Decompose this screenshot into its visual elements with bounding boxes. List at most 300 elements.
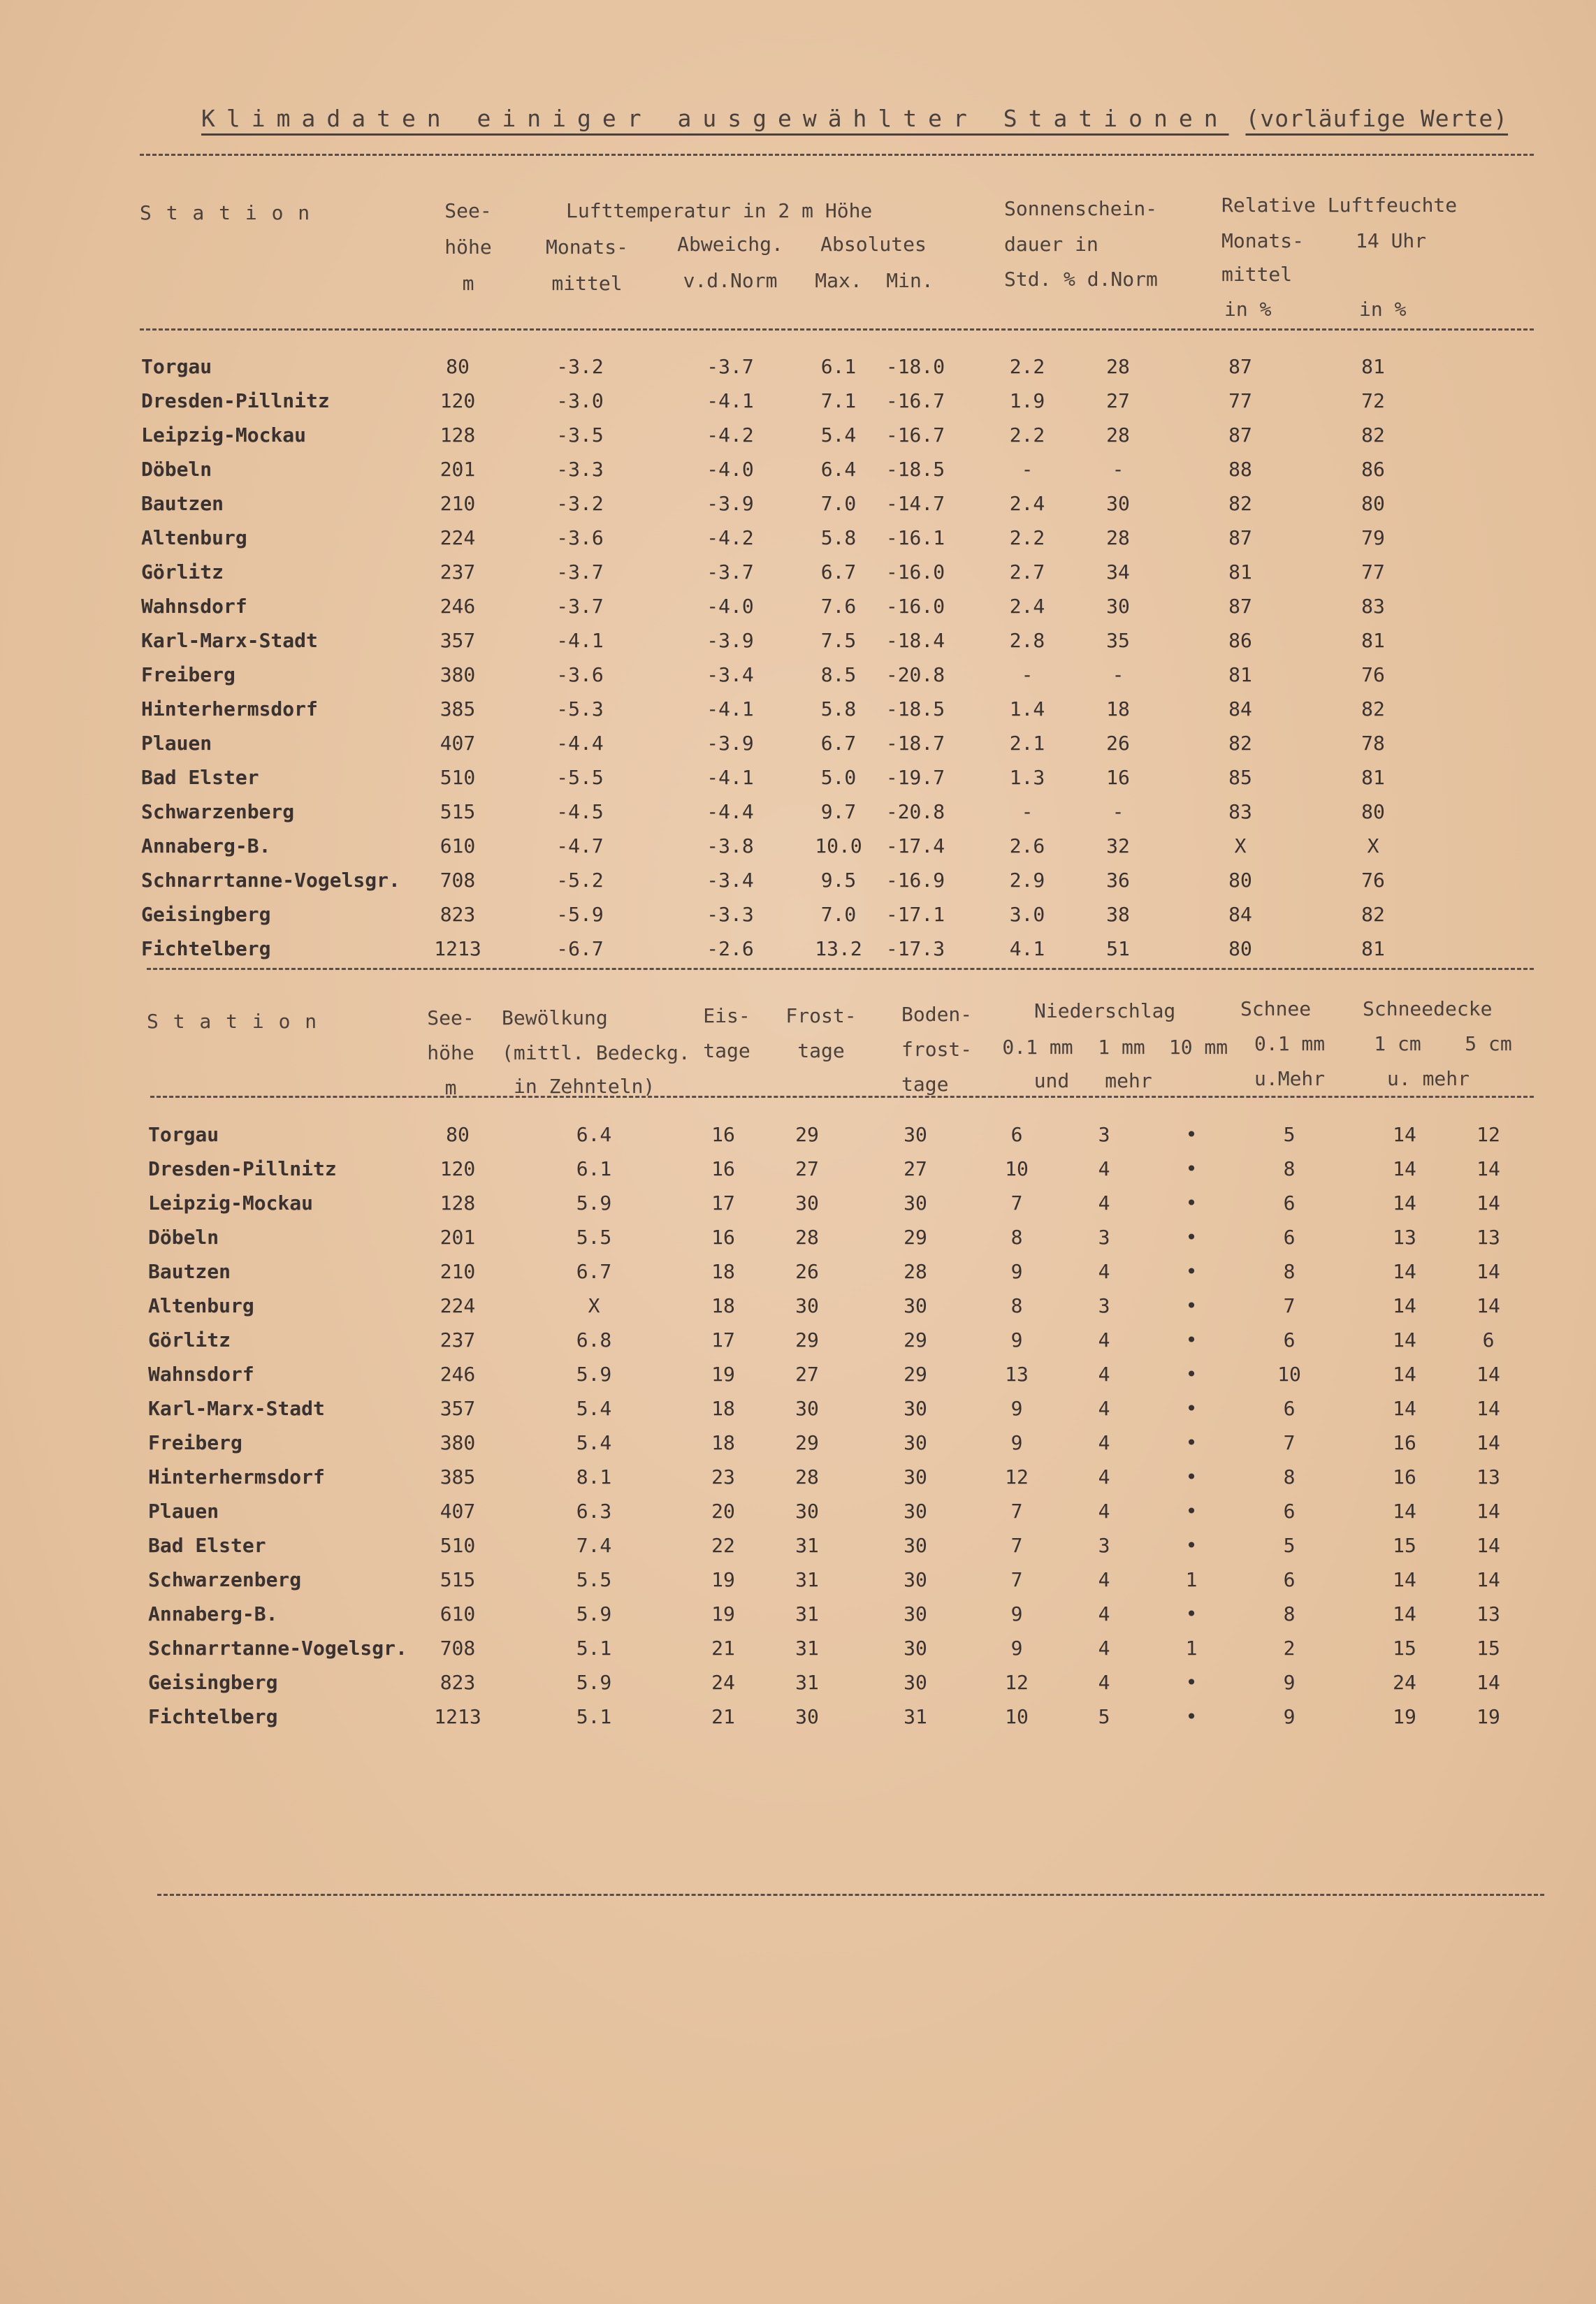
t1-cell-abweichung: -4.1: [706, 697, 754, 720]
t2-cell-seehoehe: 515: [440, 1568, 476, 1591]
t2-bewoelkung-2: (mittl. Bedeckg.: [502, 1041, 690, 1064]
t1-cell-station: Schwarzenberg: [141, 800, 295, 823]
t1-cell-sonne-pct: 27: [1106, 389, 1130, 412]
t2-cell-n10: •: [1185, 1363, 1198, 1386]
t1-cell-monatsmittel: -3.2: [556, 492, 604, 515]
t1-cell-max: 9.5: [820, 869, 857, 892]
t1-header-rule: [140, 328, 1534, 331]
t1-cell-seehoehe: 120: [440, 389, 476, 412]
t2-cell-sd1: 14: [1393, 1397, 1416, 1420]
t1-pct-norm: % d.Norm: [1064, 268, 1158, 291]
t2-cell-schnee: 6: [1283, 1500, 1296, 1523]
t1-absolutes: Absolutes: [820, 233, 927, 256]
t1-cell-monatsmittel: -3.3: [556, 458, 604, 481]
t2-cell-n01: 9: [1010, 1397, 1023, 1420]
t2-cell-sd1: 16: [1393, 1431, 1416, 1454]
t2-n01-2: und: [1033, 1069, 1070, 1092]
t1-cell-max: 7.6: [820, 595, 857, 618]
t1-cell-sonne-pct: 51: [1106, 937, 1130, 960]
t1-cell-station: Altenburg: [141, 526, 247, 549]
t2-cell-sd5: 14: [1477, 1157, 1500, 1180]
t1-cell-rf-monatsmittel: 80: [1228, 937, 1252, 960]
t1-cell-rf-monatsmittel: 87: [1228, 355, 1252, 378]
t2-cell-seehoehe: 210: [440, 1260, 476, 1283]
t1-cell-min: -18.5: [885, 458, 945, 481]
t2-cell-sd1: 13: [1393, 1226, 1416, 1249]
t2-cell-seehoehe: 80: [446, 1123, 470, 1146]
t2-cell-schnee: 8: [1283, 1465, 1296, 1488]
t1-cell-station: Bad Elster: [141, 766, 259, 789]
t1-cell-sonne-std: 2.4: [1009, 492, 1045, 515]
t1-cell-monatsmittel: -3.7: [556, 560, 604, 584]
t2-cell-n01: 12: [1005, 1671, 1029, 1694]
t1-cell-max: 5.4: [820, 423, 857, 447]
t2-cell-schnee: 6: [1283, 1397, 1296, 1420]
t1-cell-rf-monatsmittel: 80: [1228, 869, 1252, 892]
t1-seehoehe-3: m: [462, 272, 474, 295]
page-title: [201, 105, 1508, 132]
t2-cell-n01: 9: [1010, 1431, 1023, 1454]
t2-cell-sd1: 19: [1393, 1705, 1416, 1728]
t1-cell-sonne-std: 2.2: [1009, 355, 1045, 378]
t2-cell-schnee: 8: [1283, 1157, 1296, 1180]
t1-cell-min: -19.7: [885, 766, 945, 789]
t1-cell-rf-monatsmittel: 87: [1228, 423, 1252, 447]
t1-cell-station: Geisingberg: [141, 903, 271, 926]
table-divider-rule: [147, 968, 1534, 970]
t1-cell-abweichung: -4.0: [706, 458, 754, 481]
t1-cell-rf-14uhr: 82: [1361, 697, 1385, 720]
t2-schnee-2: 0.1 mm: [1254, 1032, 1326, 1055]
t1-rf-14uhr-2: in %: [1359, 298, 1407, 321]
t1-cell-min: -16.9: [885, 869, 945, 892]
t1-cell-abweichung: -4.4: [706, 800, 754, 823]
t1-rel-feuchte: Relative Luftfeuchte: [1221, 194, 1458, 217]
t2-cell-seehoehe: 385: [440, 1465, 476, 1488]
t2-cell-sd5: 13: [1477, 1602, 1500, 1625]
t1-cell-rf-14uhr: 81: [1361, 355, 1385, 378]
t2-cell-n1: 4: [1098, 1568, 1110, 1591]
t2-cell-station: Wahnsdorf: [148, 1363, 254, 1386]
t2-cell-n01: 10: [1005, 1705, 1029, 1728]
t1-cell-sonne-std: -: [1021, 663, 1033, 686]
t2-cell-schnee: 7: [1283, 1294, 1296, 1317]
t2-frosttage-2: tage: [797, 1039, 845, 1062]
title-paren: (vorläufige Werte): [1245, 105, 1509, 132]
t1-cell-abweichung: -3.4: [706, 869, 754, 892]
t1-monatsmittel-2: mittel: [551, 272, 623, 295]
t1-cell-sonne-std: 2.2: [1009, 423, 1045, 447]
t2-cell-n10: •: [1185, 1397, 1198, 1420]
t2-cell-eistage: 21: [711, 1637, 735, 1660]
t2-cell-station: Schwarzenberg: [148, 1568, 302, 1591]
t1-min: Min.: [886, 269, 934, 292]
t1-cell-sonne-pct: 34: [1106, 560, 1130, 584]
t2-cell-sd1: 14: [1393, 1328, 1416, 1352]
t2-cell-n10: •: [1185, 1226, 1198, 1249]
t2-cell-n10: •: [1185, 1157, 1198, 1180]
t2-cell-n01: 7: [1010, 1191, 1023, 1215]
t1-sonnenschein-1: Sonnenschein-: [1004, 197, 1158, 220]
t2-cell-n01: 7: [1010, 1500, 1023, 1523]
t2-cell-bewoelkung: 6.8: [576, 1328, 612, 1352]
t1-cell-min: -20.8: [885, 800, 945, 823]
t2-cell-schnee: 2: [1283, 1637, 1296, 1660]
t2-cell-bodenfrost: 30: [904, 1500, 927, 1523]
t1-cell-sonne-std: 2.1: [1009, 732, 1045, 755]
t2-cell-sd5: 13: [1477, 1465, 1500, 1488]
t1-cell-rf-14uhr: 78: [1361, 732, 1385, 755]
t2-cell-schnee: 5: [1283, 1534, 1296, 1557]
t1-cell-sonne-std: 2.7: [1009, 560, 1045, 584]
t1-cell-seehoehe: 128: [440, 423, 476, 447]
t1-cell-seehoehe: 823: [440, 903, 476, 926]
t2-cell-station: Schnarrtanne-Vogelsgr.: [148, 1637, 407, 1660]
t1-cell-min: -17.4: [885, 834, 945, 857]
t2-cell-eistage: 18: [711, 1260, 735, 1283]
t2-station-header: S t a t i o n: [147, 1010, 319, 1033]
t1-cell-sonne-std: -: [1021, 458, 1033, 481]
t1-cell-abweichung: -4.1: [706, 389, 754, 412]
t1-cell-sonne-pct: 32: [1106, 834, 1130, 857]
t1-cell-max: 7.0: [820, 903, 857, 926]
t2-cell-frosttage: 28: [795, 1226, 819, 1249]
t2-cell-eistage: 17: [711, 1191, 735, 1215]
t2-cell-n01: 8: [1010, 1294, 1023, 1317]
t2-cell-station: Bad Elster: [148, 1534, 266, 1557]
t1-cell-min: -16.1: [885, 526, 945, 549]
t2-cell-station: Karl-Marx-Stadt: [148, 1397, 325, 1420]
t2-cell-sd5: 14: [1477, 1397, 1500, 1420]
t1-cell-min: -18.7: [885, 732, 945, 755]
t2-cell-frosttage: 30: [795, 1294, 819, 1317]
t2-cell-bodenfrost: 30: [904, 1637, 927, 1660]
t1-cell-sonne-pct: 28: [1106, 526, 1130, 549]
t1-cell-sonne-pct: 36: [1106, 869, 1130, 892]
t1-cell-seehoehe: 407: [440, 732, 476, 755]
t1-cell-sonne-pct: 35: [1106, 629, 1130, 652]
t2-cell-n10: •: [1185, 1534, 1198, 1557]
t1-cell-max: 5.8: [820, 697, 857, 720]
t1-cell-min: -14.7: [885, 492, 945, 515]
t2-cell-frosttage: 26: [795, 1260, 819, 1283]
t2-cell-n10: 1: [1185, 1637, 1198, 1660]
t1-cell-monatsmittel: -4.7: [556, 834, 604, 857]
t1-cell-monatsmittel: -5.9: [556, 903, 604, 926]
t1-cell-min: -18.0: [885, 355, 945, 378]
t1-cell-max: 8.5: [820, 663, 857, 686]
t2-niederschlag: Niederschlag: [1034, 999, 1176, 1022]
t1-cell-max: 6.7: [820, 732, 857, 755]
t2-cell-n10: •: [1185, 1431, 1198, 1454]
t1-cell-station: Annaberg-B.: [141, 834, 271, 857]
t2-cell-bewoelkung: 7.4: [576, 1534, 612, 1557]
t2-cell-sd1: 14: [1393, 1260, 1416, 1283]
t2-cell-bewoelkung: 5.9: [576, 1671, 612, 1694]
t2-cell-station: Hinterhermsdorf: [148, 1465, 325, 1488]
t1-cell-abweichung: -3.3: [706, 903, 754, 926]
t1-cell-seehoehe: 610: [440, 834, 476, 857]
t2-cell-frosttage: 28: [795, 1465, 819, 1488]
title-main: Klimadaten einiger ausgewählter Stationen: [201, 105, 1229, 132]
t1-cell-sonne-std: 1.9: [1009, 389, 1045, 412]
t2-cell-bewoelkung: 5.9: [576, 1363, 612, 1386]
t2-cell-seehoehe: 708: [440, 1637, 476, 1660]
t1-cell-sonne-std: 2.4: [1009, 595, 1045, 618]
t1-cell-sonne-pct: 28: [1106, 355, 1130, 378]
t2-cell-sd5: 14: [1477, 1260, 1500, 1283]
t1-cell-monatsmittel: -3.2: [556, 355, 604, 378]
t1-cell-station: Schnarrtanne-Vogelsgr.: [141, 869, 400, 892]
t1-cell-max: 6.4: [820, 458, 857, 481]
t1-cell-station: Leipzig-Mockau: [141, 423, 307, 447]
t2-cell-station: Freiberg: [148, 1431, 242, 1454]
t2-eistage-1: Eis-: [703, 1004, 750, 1027]
t1-cell-seehoehe: 510: [440, 766, 476, 789]
t2-seehoehe-1: See-: [427, 1006, 474, 1029]
t1-lufttemp-header: Lufttemperatur in 2 m Höhe: [566, 199, 873, 222]
t2-cell-sd1: 14: [1393, 1157, 1416, 1180]
t1-cell-sonne-std: 2.6: [1009, 834, 1045, 857]
t2-cell-seehoehe: 120: [440, 1157, 476, 1180]
t2-cell-sd1: 16: [1393, 1465, 1416, 1488]
t2-cell-n01: 9: [1010, 1260, 1023, 1283]
t2-cell-schnee: 6: [1283, 1328, 1296, 1352]
t2-cell-n1: 3: [1098, 1294, 1110, 1317]
t2-cell-n10: •: [1185, 1294, 1198, 1317]
t2-cell-sd5: 15: [1477, 1637, 1500, 1660]
t2-sd1: 1 cm: [1374, 1032, 1421, 1055]
t2-bodenfrost-3: tage: [901, 1073, 949, 1096]
t1-cell-monatsmittel: -3.6: [556, 663, 604, 686]
t1-cell-station: Freiberg: [141, 663, 235, 686]
t2-cell-bewoelkung: 5.4: [576, 1397, 612, 1420]
t1-cell-monatsmittel: -4.4: [556, 732, 604, 755]
t2-cell-sd5: 19: [1477, 1705, 1500, 1728]
t2-cell-n10: •: [1185, 1123, 1198, 1146]
t1-cell-rf-monatsmittel: 87: [1228, 526, 1252, 549]
t2-cell-eistage: 16: [711, 1226, 735, 1249]
t2-cell-schnee: 6: [1283, 1191, 1296, 1215]
t2-cell-frosttage: 31: [795, 1568, 819, 1591]
t2-cell-seehoehe: 407: [440, 1500, 476, 1523]
t1-rf-monats-3: in %: [1224, 298, 1272, 321]
t2-cell-station: Görlitz: [148, 1328, 231, 1352]
t1-cell-station: Wahnsdorf: [141, 595, 247, 618]
t1-cell-sonne-std: 2.8: [1009, 629, 1045, 652]
t1-abweichg-1: Abweichg.: [677, 233, 783, 256]
t2-bodenfrost-2: frost-: [901, 1038, 973, 1061]
t1-cell-min: -16.7: [885, 389, 945, 412]
t1-cell-rf-monatsmittel: 88: [1228, 458, 1252, 481]
t2-cell-sd1: 14: [1393, 1294, 1416, 1317]
t2-cell-eistage: 16: [711, 1123, 735, 1146]
t1-cell-max: 7.5: [820, 629, 857, 652]
t2-cell-n01: 7: [1010, 1534, 1023, 1557]
t1-cell-min: -16.7: [885, 423, 945, 447]
t1-cell-rf-monatsmittel: 83: [1228, 800, 1252, 823]
t2-cell-n01: 9: [1010, 1637, 1023, 1660]
t2-sd5: 5 cm: [1465, 1032, 1512, 1055]
t1-cell-rf-monatsmittel: 77: [1228, 389, 1252, 412]
t2-cell-bodenfrost: 30: [904, 1568, 927, 1591]
t2-cell-bodenfrost: 30: [904, 1431, 927, 1454]
t2-bewoelkung-1: Bewölkung: [502, 1006, 608, 1029]
t1-cell-min: -18.5: [885, 697, 945, 720]
t1-cell-rf-monatsmittel: X: [1234, 834, 1247, 857]
t1-cell-sonne-std: 2.2: [1009, 526, 1045, 549]
t1-abweichg-2: v.d.Norm: [683, 269, 778, 292]
t1-cell-min: -17.1: [885, 903, 945, 926]
t2-cell-n10: •: [1185, 1602, 1198, 1625]
t2-schnee-1: Schnee: [1240, 997, 1312, 1020]
t2-cell-station: Döbeln: [148, 1226, 219, 1249]
t2-n01-1: 0.1 mm: [1002, 1036, 1073, 1059]
t2-cell-eistage: 18: [711, 1431, 735, 1454]
t2-cell-n1: 3: [1098, 1226, 1110, 1249]
t1-cell-seehoehe: 708: [440, 869, 476, 892]
t2-cell-seehoehe: 1213: [434, 1705, 481, 1728]
t1-rf-monats-1: Monats-: [1221, 229, 1305, 252]
t2-cell-n1: 4: [1098, 1637, 1110, 1660]
t2-cell-n10: •: [1185, 1705, 1198, 1728]
t1-cell-abweichung: -4.1: [706, 766, 754, 789]
t1-rf-14uhr-1: 14 Uhr: [1356, 229, 1427, 252]
t2-cell-n1: 4: [1098, 1191, 1110, 1215]
t1-cell-abweichung: -3.9: [706, 492, 754, 515]
t1-cell-sonne-pct: 30: [1106, 595, 1130, 618]
t1-cell-max: 7.0: [820, 492, 857, 515]
t2-cell-bewoelkung: 5.1: [576, 1705, 612, 1728]
t1-cell-sonne-std: 3.0: [1009, 903, 1045, 926]
t2-cell-frosttage: 31: [795, 1534, 819, 1557]
t2-cell-bodenfrost: 29: [904, 1363, 927, 1386]
t2-cell-n01: 7: [1010, 1568, 1023, 1591]
t1-cell-monatsmittel: -5.3: [556, 697, 604, 720]
t2-cell-seehoehe: 246: [440, 1363, 476, 1386]
t1-cell-rf-14uhr: 82: [1361, 423, 1385, 447]
t2-bewoelkung-3: in Zehnteln): [514, 1075, 655, 1098]
t2-cell-eistage: 22: [711, 1534, 735, 1557]
t2-cell-bewoelkung: 6.3: [576, 1500, 612, 1523]
t1-cell-max: 7.1: [820, 389, 857, 412]
t2-cell-sd5: 14: [1477, 1671, 1500, 1694]
t2-cell-schnee: 6: [1283, 1226, 1296, 1249]
t2-cell-eistage: 20: [711, 1500, 735, 1523]
t2-n1-1: 1 mm: [1098, 1036, 1145, 1059]
t1-cell-monatsmittel: -4.1: [556, 629, 604, 652]
t1-cell-sonne-std: -: [1021, 800, 1033, 823]
t2-cell-bewoelkung: 6.7: [576, 1260, 612, 1283]
t1-cell-rf-14uhr: 81: [1361, 766, 1385, 789]
t2-schnee-3: u.Mehr: [1254, 1067, 1326, 1090]
t2-cell-bewoelkung: 5.4: [576, 1431, 612, 1454]
t1-cell-rf-monatsmittel: 84: [1228, 903, 1252, 926]
t1-cell-abweichung: -3.7: [706, 560, 754, 584]
t1-cell-rf-14uhr: 81: [1361, 937, 1385, 960]
t2-cell-bodenfrost: 30: [904, 1294, 927, 1317]
t2-cell-station: Plauen: [148, 1500, 219, 1523]
t2-cell-sd1: 14: [1393, 1568, 1416, 1591]
t2-cell-n1: 4: [1098, 1500, 1110, 1523]
t2-cell-bodenfrost: 30: [904, 1671, 927, 1694]
t2-cell-sd5: 13: [1477, 1226, 1500, 1249]
t1-cell-sonne-pct: -: [1112, 458, 1124, 481]
t2-cell-sd1: 24: [1393, 1671, 1416, 1694]
t2-cell-station: Torgau: [148, 1123, 219, 1146]
t1-cell-seehoehe: 380: [440, 663, 476, 686]
t2-cell-n10: •: [1185, 1671, 1198, 1694]
t2-cell-sd1: 14: [1393, 1363, 1416, 1386]
t1-cell-rf-14uhr: 79: [1361, 526, 1385, 549]
t2-cell-sd1: 14: [1393, 1602, 1416, 1625]
t2-cell-sd5: 14: [1477, 1363, 1500, 1386]
t2-cell-station: Bautzen: [148, 1260, 231, 1283]
t2-cell-n10: •: [1185, 1465, 1198, 1488]
t2-seehoehe-2: höhe: [427, 1041, 474, 1064]
t2-cell-n1: 4: [1098, 1363, 1110, 1386]
t1-cell-min: -16.0: [885, 560, 945, 584]
t1-cell-max: 13.2: [815, 937, 862, 960]
t1-seehoehe-1: See-: [444, 199, 492, 222]
t1-cell-station: Karl-Marx-Stadt: [141, 629, 318, 652]
t1-max: Max.: [815, 269, 862, 292]
t2-cell-n01: 12: [1005, 1465, 1029, 1488]
t2-cell-schnee: 5: [1283, 1123, 1296, 1146]
t1-cell-seehoehe: 515: [440, 800, 476, 823]
t2-cell-schnee: 9: [1283, 1671, 1296, 1694]
t1-cell-rf-14uhr: 72: [1361, 389, 1385, 412]
t2-cell-bewoelkung: 5.9: [576, 1191, 612, 1215]
t2-cell-seehoehe: 380: [440, 1431, 476, 1454]
t2-n10: 10 mm: [1168, 1036, 1228, 1059]
t1-cell-sonne-pct: 38: [1106, 903, 1130, 926]
t1-cell-monatsmittel: -3.0: [556, 389, 604, 412]
t2-cell-bewoelkung: 6.1: [576, 1157, 612, 1180]
t2-cell-n1: 5: [1098, 1705, 1110, 1728]
t2-cell-schnee: 9: [1283, 1705, 1296, 1728]
t2-cell-sd5: 14: [1477, 1294, 1500, 1317]
t1-cell-rf-monatsmittel: 81: [1228, 560, 1252, 584]
t2-cell-eistage: 24: [711, 1671, 735, 1694]
t2-cell-bodenfrost: 29: [904, 1226, 927, 1249]
t2-cell-n01: 6: [1010, 1123, 1023, 1146]
t2-cell-seehoehe: 224: [440, 1294, 476, 1317]
t1-cell-seehoehe: 385: [440, 697, 476, 720]
t2-cell-frosttage: 29: [795, 1328, 819, 1352]
t2-cell-eistage: 17: [711, 1328, 735, 1352]
t2-cell-sd5: 6: [1482, 1328, 1495, 1352]
t1-cell-rf-monatsmittel: 85: [1228, 766, 1252, 789]
t1-cell-sonne-std: 1.4: [1009, 697, 1045, 720]
t2-cell-seehoehe: 357: [440, 1397, 476, 1420]
t1-cell-abweichung: -2.6: [706, 937, 754, 960]
t1-cell-sonne-pct: -: [1112, 663, 1124, 686]
t1-cell-abweichung: -3.4: [706, 663, 754, 686]
t2-cell-n01: 9: [1010, 1328, 1023, 1352]
t1-cell-seehoehe: 80: [446, 355, 470, 378]
t2-cell-bewoelkung: 8.1: [576, 1465, 612, 1488]
t1-cell-monatsmittel: -3.5: [556, 423, 604, 447]
t1-cell-rf-monatsmittel: 82: [1228, 492, 1252, 515]
t2-cell-bewoelkung: 5.5: [576, 1226, 612, 1249]
t1-cell-sonne-pct: 26: [1106, 732, 1130, 755]
t2-cell-bodenfrost: 30: [904, 1191, 927, 1215]
t1-cell-monatsmittel: -6.7: [556, 937, 604, 960]
t2-cell-frosttage: 31: [795, 1602, 819, 1625]
t2-cell-frosttage: 30: [795, 1191, 819, 1215]
t2-cell-n1: 4: [1098, 1157, 1110, 1180]
